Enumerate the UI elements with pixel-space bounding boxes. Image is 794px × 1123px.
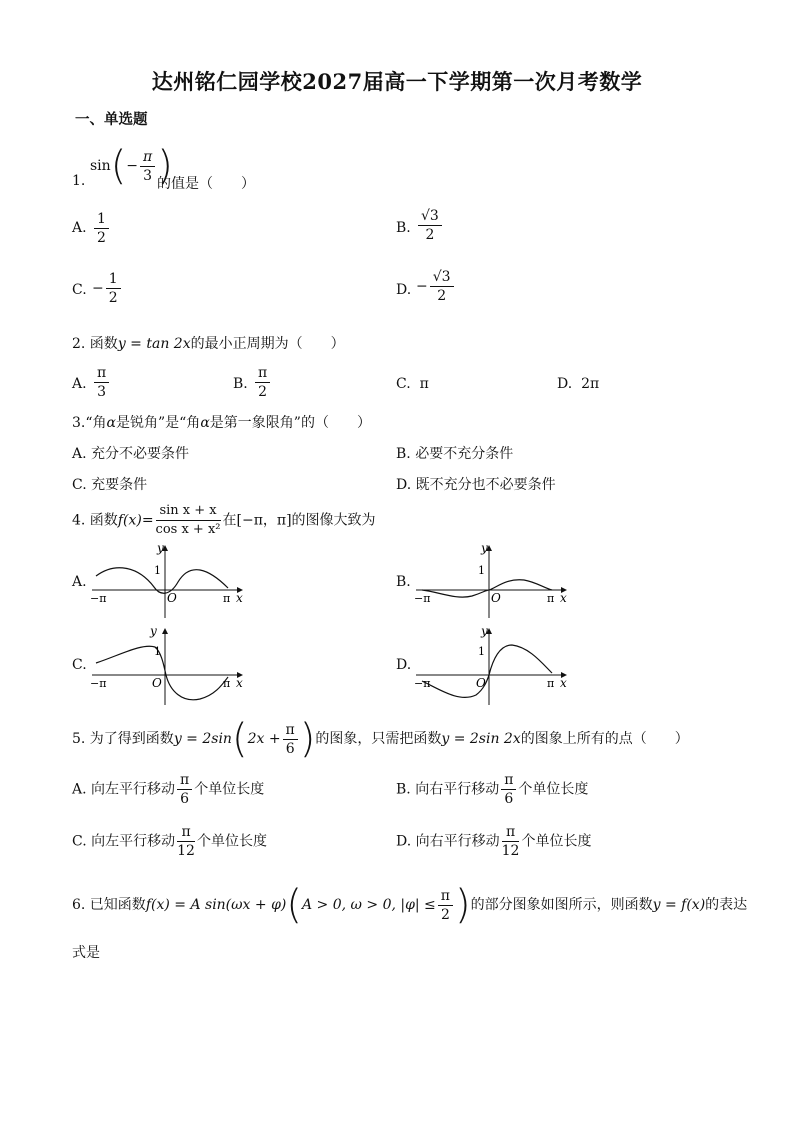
q5-option-c[interactable]: C. 向左平行移动 $\frac{\pi}{12}$ 个单位长度 [72, 824, 267, 859]
q4-graph-a[interactable] [90, 540, 250, 620]
q5-option-b[interactable]: B. 向右平行移动 $\frac{\pi}{6}$ 个单位长度 [396, 772, 589, 807]
q6-stem-line2: 式是 [72, 945, 100, 961]
x-label: x [236, 676, 243, 690]
x-label: x [560, 591, 567, 605]
q4-stem: 4. 函数f(x)= $\frac{\text{sin x + x}}{\text{cos x + x²}}$ 在[−π，π]的图像大致为 [72, 503, 376, 537]
tick-neg-pi: −π [90, 592, 107, 605]
q1-option-c-label: C. [72, 282, 87, 298]
origin-label: O [491, 591, 501, 605]
q2-option-a-label: A. [72, 376, 87, 392]
q3-option-d[interactable]: D. 既不充分也不必要条件 [396, 477, 556, 493]
q2-option-b-label: B. [233, 376, 248, 392]
q2-option-d[interactable]: D. 2π [557, 376, 600, 392]
x-label: x [560, 676, 567, 690]
y-label: y [157, 541, 164, 555]
page-title: 达州铭仁园学校2027届高一下学期第一次月考数学 [151, 69, 643, 94]
origin-label: O [476, 676, 486, 690]
q3-option-a[interactable]: A. 充分不必要条件 [72, 446, 190, 462]
q1-option-b-label: B. [396, 220, 411, 236]
q1-number: 1. [72, 173, 86, 189]
q4-option-a-label[interactable]: A. [72, 574, 87, 590]
tick-pi: π [547, 677, 555, 690]
q4-option-b-label[interactable]: B. [396, 574, 411, 590]
q1-option-a-label: A. [72, 220, 87, 236]
section-heading: 一、单选题 [75, 111, 148, 128]
q2-option-a[interactable]: $\frac{\pi}{3}$ [92, 364, 111, 401]
tick-neg-pi: −π [414, 677, 431, 690]
tick-neg-pi: −π [90, 677, 107, 690]
tick-one: 1 [154, 564, 161, 577]
x-label: x [236, 591, 243, 605]
q4-graph-b[interactable] [414, 540, 574, 620]
tick-pi: π [547, 592, 555, 605]
y-label: y [481, 624, 488, 638]
y-label: y [150, 624, 157, 638]
q2-option-c[interactable]: C. π [396, 376, 429, 392]
q1-option-d-label: D. [396, 282, 412, 298]
q1-option-a[interactable]: $\frac{1}{2}$ [92, 210, 111, 247]
q1-option-c[interactable]: − $\frac{1}{2}$ [92, 270, 123, 307]
q1-option-d[interactable]: − $\frac{√3}{2}$ [416, 268, 456, 305]
q3-option-c[interactable]: C. 充要条件 [72, 477, 148, 493]
q1-expression: sin(− $\frac{\pi}{3}$ ) [90, 143, 173, 189]
q5-stem: 5. 为了得到函数y = 2sin(2x + $\frac{\pi}{6}$ )的图象，只需把函数y = 2sin 2x的图象上所有的点（ ） [72, 716, 689, 762]
q3-option-b[interactable]: B. 必要不充分条件 [396, 446, 514, 462]
y-label: y [481, 541, 488, 555]
q3-stem: 3.“角α是锐角”是“角α是第一象限角”的（ ） [72, 415, 371, 431]
tick-one: 1 [478, 645, 485, 658]
q4-option-d-label[interactable]: D. [396, 657, 412, 673]
q4-graph-d[interactable] [414, 623, 574, 708]
q6-stem: 6. 已知函数f(x) = A sin(ωx + φ)(A > 0, ω > 0, |φ| ≤ $\frac{\pi}{2}$ )的部分图象如图所示，则函数y = f(x)的表达 [72, 882, 748, 928]
q2-option-b[interactable]: $\frac{\pi}{2}$ [253, 364, 272, 401]
origin-label: O [167, 591, 177, 605]
q4-graph-c[interactable] [90, 623, 250, 708]
tick-one: 1 [154, 645, 161, 658]
q5-option-a[interactable]: A. 向左平行移动 $\frac{\pi}{6}$ 个单位长度 [72, 772, 265, 807]
tick-one: 1 [478, 564, 485, 577]
q4-option-c-label[interactable]: C. [72, 657, 87, 673]
origin-label: O [152, 676, 162, 690]
tick-pi: π [223, 592, 231, 605]
tick-neg-pi: −π [414, 592, 431, 605]
q5-option-d[interactable]: D. 向右平行移动 $\frac{\pi}{12}$ 个单位长度 [396, 824, 592, 859]
q1-stem: 的值是（ ） [157, 176, 255, 192]
q1-option-b[interactable]: $\frac{√3}{2}$ [416, 207, 444, 244]
q2-stem: 2. 函数y = tan 2x的最小正周期为（ ） [72, 336, 345, 352]
tick-pi: π [223, 677, 231, 690]
